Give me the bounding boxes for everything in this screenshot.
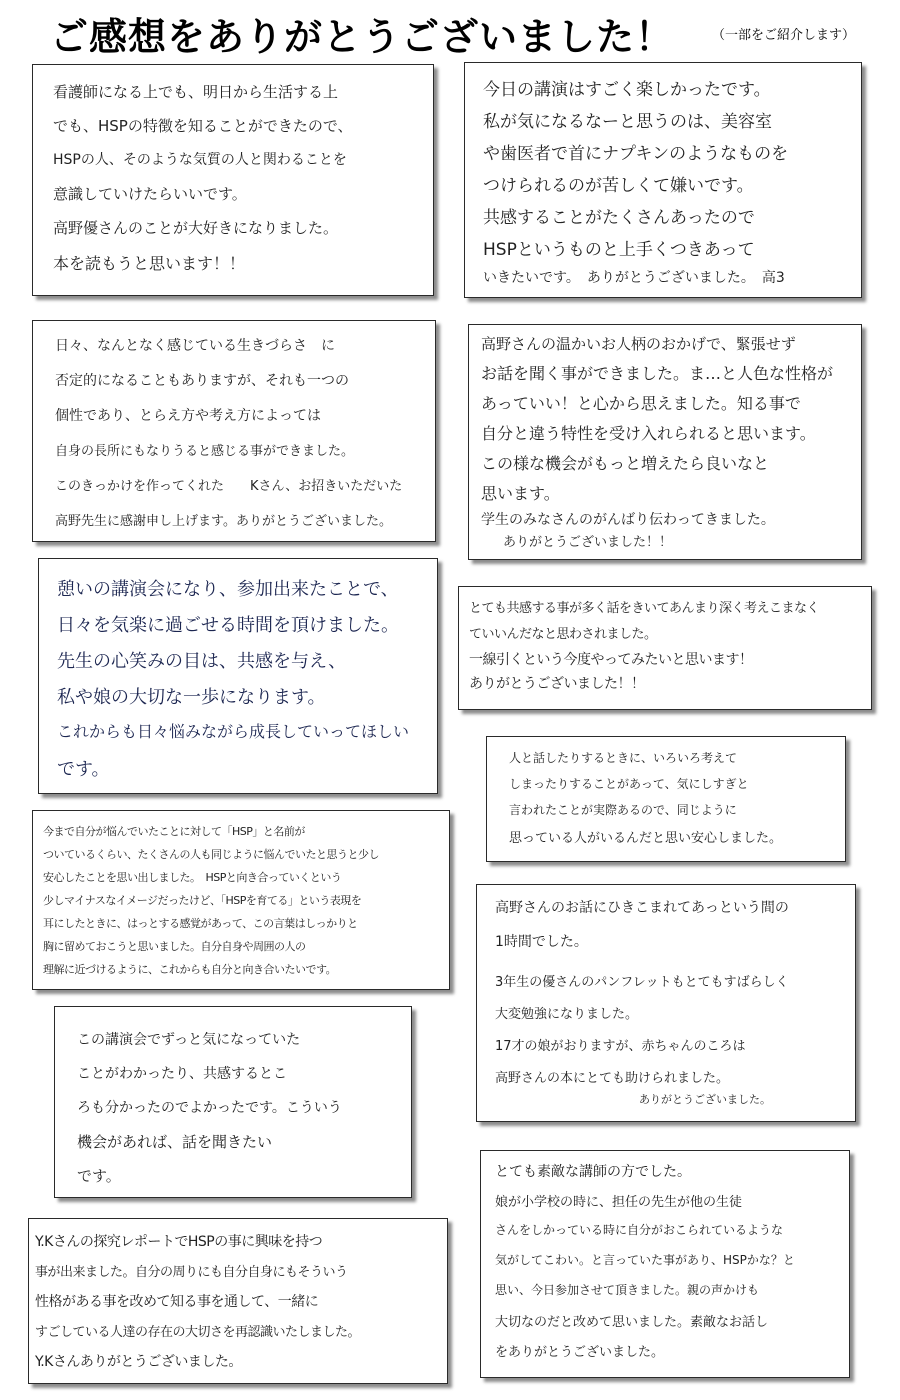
comment-card — [468, 324, 862, 560]
comment-line: 否定的になることもありますが、それも一つの — [55, 373, 349, 389]
comment-line: 高野先生に感謝申し上げます。ありがとうございました。 — [55, 514, 392, 529]
comment-line: 憩いの講演会になり、参加出来たことで、 — [57, 579, 399, 600]
comment-line: 今まで自分が悩んでいたことに対して「HSP」と名前が — [43, 825, 305, 838]
comment-line: 気がしてこわい。と言っていた事があり、HSPかな？と — [495, 1253, 795, 1267]
comment-line: 言われたことが実際あるので、同じように — [509, 803, 737, 817]
comment-line: 事が出来ました。自分の周りにも自分自身にもそういう — [35, 1265, 348, 1280]
comment-line: これからも日々悩みながら成長していってほしい — [57, 722, 410, 741]
comment-line: 思い、今日参加させて頂きました。親の声かけも — [495, 1283, 760, 1297]
comment-line: 自分と違う特性を受け入れられると思います。 — [481, 424, 816, 443]
comment-line: ありがとうございました。 — [639, 1093, 771, 1106]
comment-card — [476, 884, 856, 1122]
comment-line: すごしている人達の存在の大切さを再認識いたしました。 — [35, 1325, 361, 1340]
comment-line: 大変勉強になりました。 — [495, 1007, 639, 1022]
comment-line: ありがとうございました！！ — [503, 535, 673, 549]
comment-line: この様な機会がもっと増えたら良いなと — [481, 454, 770, 473]
comment-line: 高野さんの本にとても助けられました。 — [495, 1071, 730, 1086]
comment-card — [458, 586, 872, 710]
comment-line: 自身の長所にもなりうると感じる事ができました。 — [55, 444, 355, 459]
comment-line: 個性であり、とらえ方や考え方によっては — [55, 408, 321, 424]
comment-line: 安心したことを思い出しました。 HSPと向き合っていくという — [43, 871, 342, 884]
comment-line: しまったりすることがあって、気にしすぎと — [509, 777, 749, 791]
comment-line: 日々を気楽に過ごせる時間を頂けました。 — [57, 615, 399, 636]
comment-line: HSPというものと上手くつきあって — [483, 240, 755, 260]
comment-line: です。 — [77, 1167, 121, 1185]
comment-line: 3年生の優さんのパンフレットもとてもすばらしく — [495, 975, 789, 990]
comment-line: この講演会でずっと気になっていた — [77, 1032, 301, 1048]
comment-card — [32, 64, 434, 296]
comment-line: 意識していけたらいいです。 — [53, 185, 247, 203]
comment-line: をありがとうございました。 — [495, 1345, 665, 1360]
comment-line: さんをしかっている時に自分がおこられているような — [495, 1223, 784, 1237]
comment-line: Y.Kさんありがとうございました。 — [35, 1354, 242, 1370]
comment-line: ありがとうございました！！ — [469, 676, 645, 692]
comment-line: ついているくらい、たくさんの人も同じように悩んでいたと思うと少し — [43, 848, 379, 861]
comment-line: あっていい！と心から思えました。知る事で — [481, 394, 801, 413]
comment-line: 少しマイナスなイメージだったけど、「HSPを育てる」という表現を — [43, 894, 362, 907]
comment-card — [28, 1218, 448, 1384]
comment-card — [486, 736, 846, 862]
comment-line: 大切なのだと改めて思いました。素敵なお話し — [495, 1315, 769, 1330]
comment-line: 思います。 — [481, 484, 560, 503]
comment-card — [54, 1006, 412, 1198]
comment-card — [32, 320, 436, 542]
comment-card — [32, 810, 450, 990]
comment-line: 高野さんのお話にひきこまれてあっという間の — [495, 900, 789, 916]
comment-line: です。 — [57, 759, 110, 780]
comment-line: 学生のみなさんのがんばり伝わってきました。 — [481, 512, 775, 528]
comment-line: Y.Kさんの探究レポートでHSPの事に興味を持つ — [35, 1234, 323, 1250]
comment-line: 共感することがたくさんあったので — [483, 208, 755, 228]
comment-line: HSPの人、そのような気質の人と関わることを — [53, 152, 347, 168]
comment-line: 高野優さんのことが大好きになりました。 — [53, 219, 339, 237]
comment-line: 看護師になる上でも、明日から生活する上 — [53, 83, 339, 101]
comment-line: つけられるのが苦しくて嫌いです。 — [483, 176, 754, 196]
comment-line: とても素敵な講師の方でした。 — [495, 1164, 691, 1180]
comment-line: 一線引くという今度やってみたいと思います！ — [469, 652, 753, 668]
comment-line: 理解に近づけるように、これからも自分と向き合いたいです。 — [43, 963, 337, 976]
comment-line: 日々、なんとなく感じている生きづらさ に — [55, 338, 335, 354]
comment-line: ことがわかったり、共感するとこ — [77, 1066, 287, 1082]
comment-line: 娘が小学校の時に、担任の先生が他の生徒 — [495, 1195, 743, 1210]
comment-card — [38, 558, 438, 794]
comment-card — [480, 1150, 850, 1378]
comment-line: 高野さんの温かいお人柄のおかげで、緊張せず — [481, 335, 796, 353]
comment-line: 思っている人がいるんだと思い安心しました。 — [509, 831, 783, 846]
comment-line: 今日の講演はすごく楽しかったです。 — [483, 80, 771, 100]
comment-line: このきっかけを作ってくれた Kさん、お招きいただいた — [55, 479, 403, 494]
comment-line: 私が気になるなーと思うのは、美容室 — [483, 112, 772, 132]
page-subtitle: （一部をご紹介します） — [712, 28, 856, 43]
comment-line: 人と話したりするときに、いろいろ考えて — [509, 751, 738, 765]
comment-line: 1時間でした。 — [495, 934, 588, 950]
page-title: ご感想をありがとうございました！ — [50, 14, 675, 59]
comment-line: お話を聞く事ができました。ま…と人色な性格が — [481, 364, 834, 383]
comment-line: ろも分かったのでよかったです。こういう — [77, 1100, 342, 1116]
comment-line: や歯医者で首にナプキンのようなものを — [483, 144, 789, 164]
comment-line: 本を読もうと思います！！ — [53, 254, 246, 273]
comment-line: 性格がある事を改めて知る事を通して、一緒に — [35, 1294, 319, 1310]
comment-line: 胸に留めておこうと思いました。自分自身や周囲の人の — [43, 940, 306, 953]
comment-line: ていいんだなと思わされました。 — [469, 627, 657, 642]
comment-line: いきたいです。 ありがとうございました。 高3 — [483, 270, 785, 286]
comment-line: 機会があれば、話を聞きたい — [77, 1133, 273, 1151]
comment-line: 17才の娘がおりますが、赤ちゃんのころは — [495, 1039, 746, 1054]
comment-line: 先生の心笑みの目は、共感を与え、 — [57, 651, 347, 672]
comment-line: とても共感する事が多く話をきいてあんまり深く考えこまなく — [469, 601, 820, 616]
comment-card — [464, 62, 862, 298]
comment-line: 耳にしたときに、はっとする感覚があって、この言葉はしっかりと — [43, 917, 358, 930]
comment-line: でも、HSPの特徴を知ることができたので、 — [53, 117, 353, 135]
comment-line: 私や娘の大切な一歩になります。 — [57, 687, 326, 708]
